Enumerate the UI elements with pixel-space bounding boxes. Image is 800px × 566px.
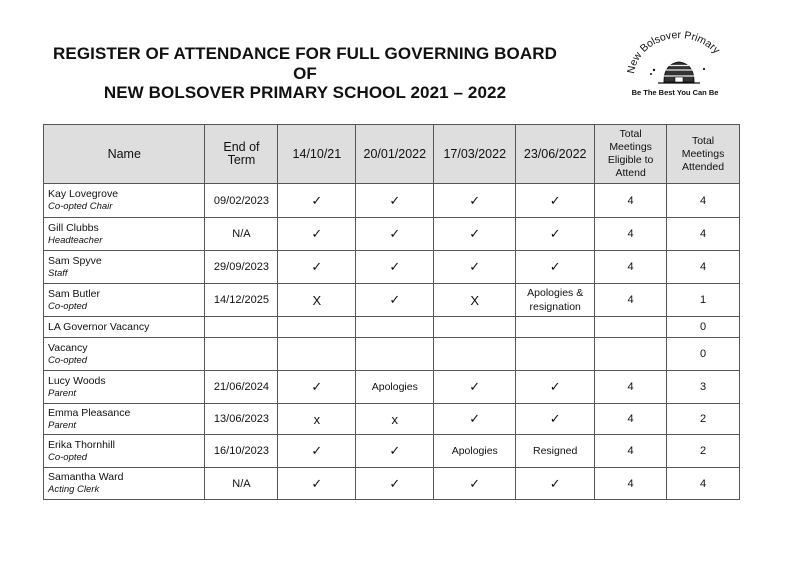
name-cell [44,184,205,218]
attendance-mark: x [356,404,434,435]
header-date-3: 17/03/2022 [434,125,516,184]
attended-count: 4 [667,218,740,251]
eligible-count: 4 [595,404,667,435]
table-row [44,317,740,338]
attendance-mark: ✓ [356,218,434,251]
header-name: Name [44,125,205,184]
end-of-term-cell [205,317,278,338]
attendance-mark: ✓ [356,184,434,218]
attended-count: 4 [667,468,740,500]
table-row [44,284,740,317]
end-of-term-cell: 16/10/2023 [205,435,278,468]
attendance-mark: ✓ [516,184,595,218]
name-cell [44,435,205,468]
table-row [44,218,740,251]
governor-role: Parent [48,419,76,431]
governor-name: Sam Butler [48,287,100,300]
governor-name: Emma Pleasance [48,406,131,419]
table-row [44,404,740,435]
governor-name: Vacancy [48,341,88,354]
table-row [44,371,740,404]
header-end-of-term: End of Term [205,125,278,184]
end-of-term-cell [205,338,278,371]
table-row [44,184,740,218]
eligible-count: 4 [595,371,667,404]
attendance-mark: x [278,404,356,435]
attendance-mark: ✓ [434,251,516,284]
end-of-term-cell: N/A [205,218,278,251]
end-of-term-cell: 14/12/2025 [205,284,278,317]
attended-count: 4 [667,251,740,284]
attendance-mark [516,338,595,371]
attendance-mark: ✓ [434,218,516,251]
end-of-term-cell: 21/06/2024 [205,371,278,404]
attendance-mark: ✓ [278,468,356,500]
attendance-mark: ✓ [356,468,434,500]
attendance-mark: ✓ [516,468,595,500]
table-row [44,435,740,468]
attended-count: 2 [667,435,740,468]
table-header-row [44,125,740,184]
end-of-term-cell: 13/06/2023 [205,404,278,435]
name-cell [44,251,205,284]
attendance-mark: X [278,284,356,317]
attendance-mark: ✓ [356,284,434,317]
beehive-icon [650,62,705,83]
end-of-term-cell: N/A [205,468,278,500]
name-cell [44,468,205,500]
governor-name: Lucy Woods [48,374,106,387]
header-date-1: 14/10/21 [278,125,356,184]
attendance-mark: ✓ [434,371,516,404]
attendance-mark: ✓ [278,371,356,404]
eligible-count: 4 [595,435,667,468]
table-row [44,468,740,500]
header-total-eligible: Total Meetings Eligible to Attend [595,125,667,184]
table-row [44,338,740,371]
eligible-count: 4 [595,218,667,251]
logo-school-name: New Bolsover Primary [625,29,723,75]
attendance-mark: ✓ [278,251,356,284]
attendance-mark: ✓ [516,218,595,251]
governor-name: Sam Spyve [48,254,102,267]
attendance-table [43,124,740,500]
attendance-mark [434,317,516,338]
attendance-mark: ✓ [356,435,434,468]
attended-count: 0 [667,338,740,371]
governor-name: Erika Thornhill [48,438,115,451]
attendance-mark [356,338,434,371]
logo-motto: Be The Best You Can Be [631,88,719,97]
attended-count: 3 [667,371,740,404]
table-row [44,251,740,284]
attendance-note: Apologies & resignation [516,284,595,317]
attended-count: 1 [667,284,740,317]
name-cell [44,317,205,338]
attendance-mark [278,317,356,338]
attendance-mark: ✓ [434,468,516,500]
attendance-mark: ✓ [516,404,595,435]
attended-count: 4 [667,184,740,218]
governor-role: Co-opted [48,451,88,463]
attendance-mark: X [434,284,516,317]
governor-role: Headteacher [48,234,103,246]
eligible-count [595,338,667,371]
header-date-4: 23/06/2022 [516,125,595,184]
attended-count: 2 [667,404,740,435]
end-of-term-cell: 09/02/2023 [205,184,278,218]
attendance-mark [516,317,595,338]
governor-name: LA Governor Vacancy [48,320,150,333]
attendance-mark: ✓ [516,371,595,404]
name-cell [44,284,205,317]
governor-name: Samantha Ward [48,471,124,483]
page-title-line-1: REGISTER OF ATTENDANCE FOR FULL GOVERNING BOARD OF [53,44,557,83]
header-total-attended: Total Meetings Attended [667,125,740,184]
eligible-count: 4 [595,284,667,317]
eligible-count [595,317,667,338]
governor-name: Kay Lovegrove [48,188,119,200]
attended-count: 0 [667,317,740,338]
attendance-mark [356,317,434,338]
header-date-2: 20/01/2022 [356,125,434,184]
governor-role: Acting Clerk [48,484,100,495]
eligible-count: 4 [595,251,667,284]
eligible-count: 4 [595,468,667,500]
attendance-note: Resigned [516,435,595,468]
governor-role: Co-opted [48,354,88,366]
eligible-count: 4 [595,184,667,218]
attendance-mark: ✓ [356,251,434,284]
page-title-line-2: NEW BOLSOVER PRIMARY SCHOOL 2021 – 2022 [103,83,507,102]
attendance-mark [434,338,516,371]
governor-role: Staff [48,267,68,279]
name-cell [44,371,205,404]
attendance-mark [278,338,356,371]
attendance-mark: ✓ [278,435,356,468]
name-cell [44,218,205,251]
governor-name: Gill Clubbs [48,221,99,234]
name-cell [44,404,205,435]
name-cell [44,338,205,371]
attendance-mark: ✓ [434,404,516,435]
governor-role: Co-opted [48,300,88,312]
attendance-mark: ✓ [434,184,516,218]
end-of-term-cell: 29/09/2023 [205,251,278,284]
attendance-note: Apologies [356,371,434,404]
governor-role: Co-opted Chair [48,201,113,212]
attendance-note: Apologies [434,435,516,468]
attendance-mark: ✓ [516,251,595,284]
attendance-mark: ✓ [278,184,356,218]
governor-role: Parent [48,387,76,399]
attendance-mark: ✓ [278,218,356,251]
